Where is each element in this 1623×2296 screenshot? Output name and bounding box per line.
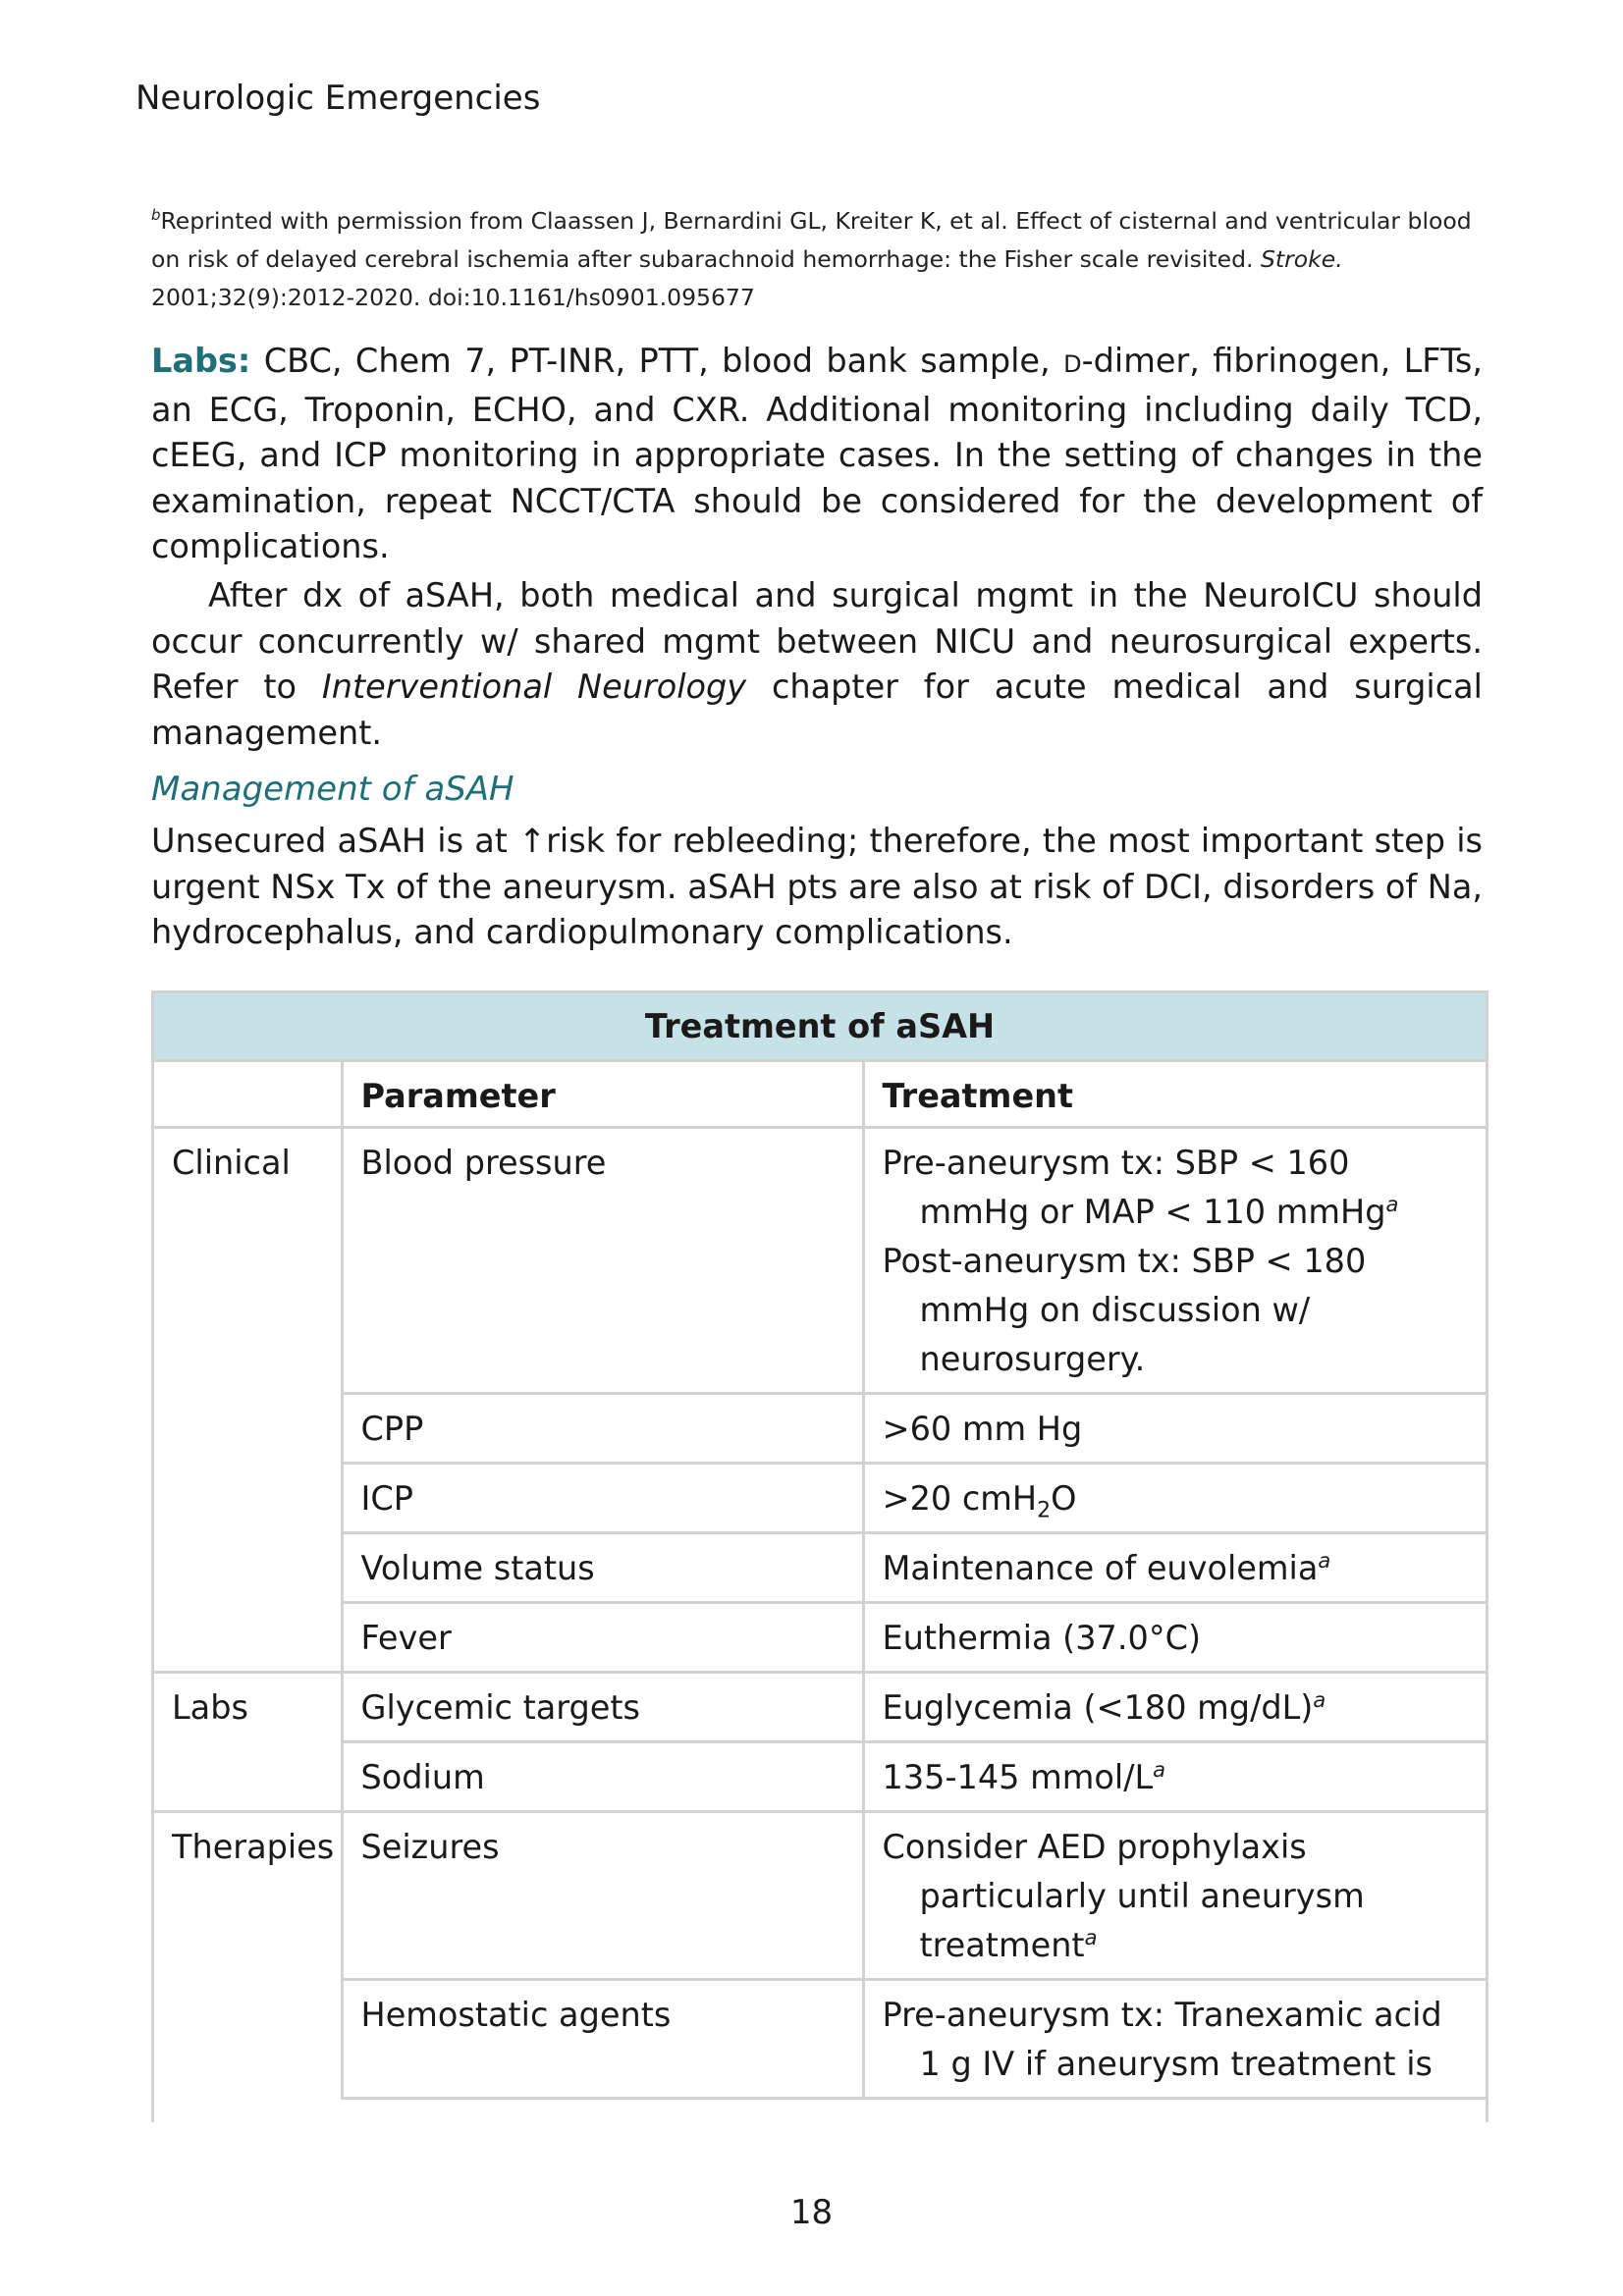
treatment-cell bbox=[863, 1533, 1486, 1603]
management-paragraph: Unsecured aSAH is at ↑risk for rebleeding; therefore, the most important step is urgent NSx Tx of the aneurysm. aSAH pts are also at risk of DCI, disorders of Na, hydrocephalus, and cardiopulmonary complications. bbox=[151, 822, 1483, 951]
footnote-marker: b bbox=[151, 206, 161, 224]
treatment-line: Pre-aneurysm tx: Tranexamic acid 1 g IV if aneurysm treatment is bbox=[882, 1996, 1442, 2083]
footnote bbox=[151, 196, 1483, 317]
footnote-journal: Stroke. bbox=[1260, 244, 1343, 273]
header-parameter: Parameter bbox=[342, 1061, 863, 1128]
after-dx-text-cont: chapter for acute medical and surgical management. bbox=[151, 667, 1483, 752]
parameter-cell: Seizures bbox=[342, 1812, 863, 1980]
treatment-table bbox=[151, 990, 1488, 2122]
footnote-mark: a bbox=[1153, 1757, 1166, 1782]
footnote-doi: 2001;32(9):2012-2020. doi:10.1161/hs0901.095677 bbox=[151, 283, 755, 311]
after-dx-paragraph bbox=[151, 573, 1483, 756]
table-row bbox=[154, 1533, 1486, 1603]
treatment-cell: Euthermia (37.0°C) bbox=[863, 1603, 1486, 1673]
parameter-cell: Hemostatic agents bbox=[342, 1980, 863, 2099]
treatment-line bbox=[883, 1139, 1469, 1237]
parameter-cell: ICP bbox=[342, 1464, 863, 1533]
labs-smallcap: D bbox=[1063, 350, 1082, 378]
table-row bbox=[154, 1603, 1486, 1673]
table-row bbox=[154, 1394, 1486, 1464]
treatment-text: O bbox=[1051, 1479, 1077, 1518]
category-labs: Labs bbox=[154, 1673, 342, 1812]
chapter-reference: Interventional Neurology bbox=[321, 667, 747, 706]
table-row bbox=[154, 1673, 1486, 1742]
labs-paragraph bbox=[151, 339, 1483, 570]
treatment-cell bbox=[863, 1673, 1486, 1742]
table-title: Treatment of aSAH bbox=[154, 993, 1486, 1061]
parameter-cell: Glycemic targets bbox=[342, 1673, 863, 1742]
treatment-cell bbox=[863, 1464, 1486, 1533]
treatment-cell: >60 mm Hg bbox=[863, 1394, 1486, 1464]
page-number: 18 bbox=[789, 2193, 834, 2232]
treatment-text: Maintenance of euvolemia bbox=[882, 1549, 1319, 1587]
parameter-cell: CPP bbox=[342, 1394, 863, 1464]
after-dx-text: After dx of aSAH, both medical and surgical mgmt in the NeuroICU should occur concurrently w/ shared mgmt between NICU and neurosurgical experts. Refer to bbox=[151, 576, 1483, 706]
footnote-mark: a bbox=[1318, 1548, 1331, 1573]
treatment-cell bbox=[863, 1128, 1486, 1394]
treatment-text: >20 cmH bbox=[882, 1479, 1038, 1518]
treatment-text: 135-145 mmol/L bbox=[882, 1758, 1154, 1796]
subscript: 2 bbox=[1037, 1498, 1052, 1523]
treatment-cell bbox=[863, 1980, 1486, 2099]
table-row bbox=[154, 1742, 1486, 1812]
treatment-cell bbox=[863, 1742, 1486, 1812]
footnote-citation: Reprinted with permission from Claassen J, Bernardini GL, Kreiter K, et al. Effect of cisternal and ventricular blood on risk of delayed cerebral ischemia after subarachnoid hemorrhage: the Fisher scale revisited. bbox=[151, 206, 1472, 273]
treatment-text: Pre-aneurysm tx: SBP < 160 mmHg or MAP < 110 mmHg bbox=[882, 1144, 1386, 1231]
footnote-mark: a bbox=[1313, 1687, 1326, 1712]
labs-lead: Labs: bbox=[151, 342, 251, 380]
treatment-cell bbox=[863, 1812, 1486, 1980]
treatment-text: Euglycemia (<180 mg/dL) bbox=[882, 1688, 1314, 1727]
header-category bbox=[154, 1061, 342, 1128]
treatment-line bbox=[883, 1823, 1469, 1970]
table-row bbox=[154, 1980, 1486, 2099]
table-row bbox=[154, 1464, 1486, 1533]
treatment-text: Consider AED prophylaxis particularly until aneurysm treatment bbox=[882, 1828, 1365, 1964]
labs-text: CBC, Chem 7, PT-INR, PTT, blood bank sample, bbox=[250, 342, 1064, 380]
footnote-mark: a bbox=[1385, 1192, 1399, 1216]
footnote-mark: a bbox=[1084, 1925, 1098, 1949]
category-clinical: Clinical bbox=[154, 1128, 342, 1673]
category-therapies: Therapies bbox=[154, 1812, 342, 2099]
parameter-cell: Fever bbox=[342, 1603, 863, 1673]
labs-text-cont: -dimer, fibrinogen, LFTs, an ECG, Troponin, ECHO, and CXR. Additional monitoring including daily TCD, cEEG, and ICP monitoring in appropriate cases. In the setting of changes in the examination, repeat NCCT/CTA should be considered for the development of complications. bbox=[151, 342, 1484, 565]
table-row bbox=[154, 1812, 1486, 1980]
parameter-cell: Sodium bbox=[342, 1742, 863, 1812]
running-head: Neurologic Emergencies bbox=[135, 79, 541, 118]
treatment-line: Post-aneurysm tx: SBP < 180 mmHg on discussion w/ neurosurgery. bbox=[882, 1242, 1367, 1378]
section-heading: Management of aSAH bbox=[151, 770, 514, 809]
header-treatment: Treatment bbox=[863, 1061, 1486, 1128]
parameter-cell: Blood pressure bbox=[342, 1128, 863, 1394]
parameter-cell: Volume status bbox=[342, 1533, 863, 1603]
table-row bbox=[154, 1128, 1486, 1394]
